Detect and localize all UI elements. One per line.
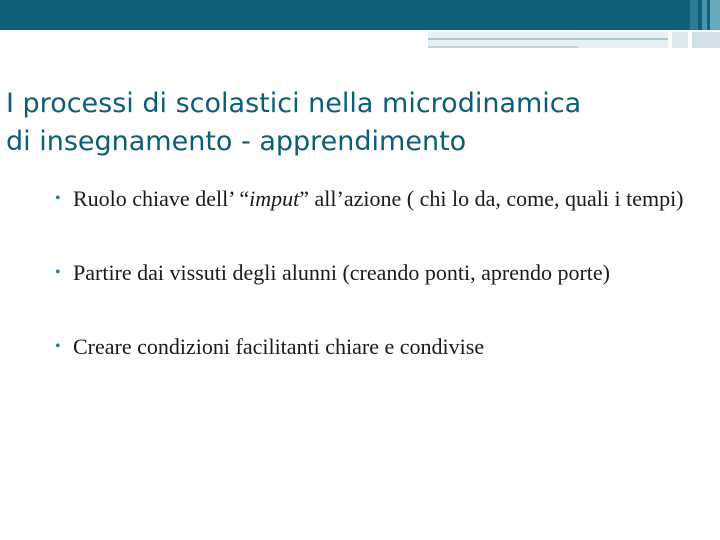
bullet-icon: • — [55, 338, 61, 355]
bullet-item — [55, 332, 685, 362]
decorative-line — [428, 38, 668, 40]
header-underbar — [0, 32, 420, 48]
bullet-text — [73, 186, 684, 211]
header-underbar — [672, 32, 688, 48]
header-accent-stripe — [702, 0, 707, 30]
bullet-item — [55, 184, 685, 214]
bullet-list — [55, 184, 685, 362]
header-accent-stripe — [690, 0, 698, 30]
header-accent-stripe — [710, 0, 720, 30]
header-underbar — [692, 32, 720, 48]
bullet-emphasis: imput — [249, 186, 300, 211]
bullet-text: Partire dai vissuti degli alunni (creando ponti, aprendo porte) — [73, 260, 611, 285]
bullet-icon: • — [55, 190, 61, 207]
header-band — [0, 0, 720, 30]
slide-title — [6, 85, 706, 161]
bullet-icon: • — [55, 264, 61, 281]
bullet-text-part: ” all’azione ( chi lo da, come, quali i tempi) — [299, 186, 684, 211]
slide-title-line: di insegnamento - apprendimento — [6, 126, 467, 157]
decorative-line — [428, 46, 578, 48]
slide-title-line: I processi di scolastici nella microdinamica — [6, 88, 582, 119]
bullet-text-part: Ruolo chiave dell’ “ — [73, 186, 250, 211]
bullet-item — [55, 258, 685, 288]
bullet-text: Creare condizioni facilitanti chiare e condivise — [73, 334, 485, 359]
